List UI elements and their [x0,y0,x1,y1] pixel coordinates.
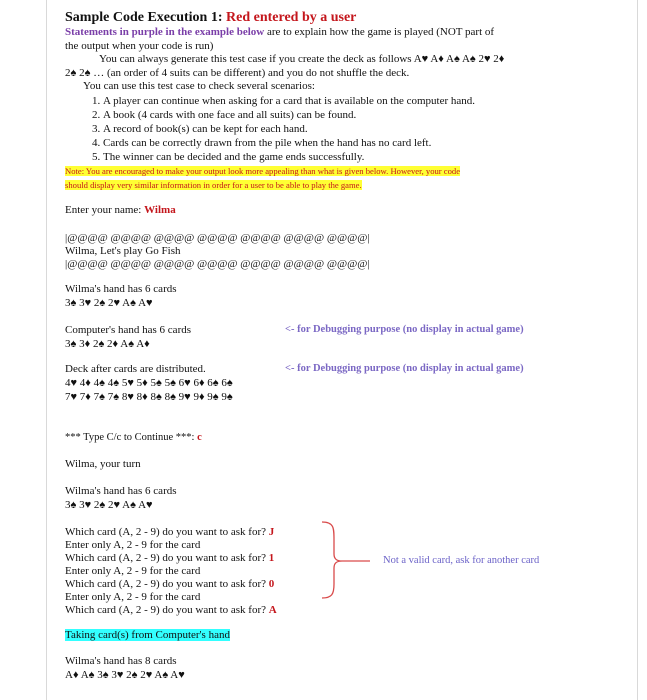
wilma-hand-6-cards: 3♠ 3♥ 2♠ 2♥ A♠ A♥ [65,297,153,309]
ask-answer: J [268,526,275,538]
wilma-hand-6-label: Wilma's hand has 6 cards [65,283,177,295]
taking-cards-line [65,629,230,641]
deck-line-1: 4♥ 4♦ 4♠ 4♠ 5♥ 5♦ 5♠ 5♠ 6♥ 6♦ 6♠ 6♠ [65,377,233,389]
enter-only-2: Enter only A, 2 - 9 for the card [65,565,201,577]
enter-only-3: Enter only A, 2 - 9 for the card [65,591,201,603]
scenario-item: 2. A book (4 cards with one face and all suits) can be found. [103,108,625,122]
ask-line-1 [65,526,274,538]
ask-answer: A [268,604,277,616]
wilma-hand-8-label: Wilma's hand has 8 cards [65,655,177,667]
title-prefix: Sample Code Execution 1: [65,10,226,25]
invalid-card-note: Not a valid card, ask for another card [383,555,540,566]
banner-bottom: |@@@@ @@@@ @@@@ @@@@ @@@@ @@@@ @@@@| [65,258,370,270]
wilma-hand-8-cards: A♦ A♠ 3♠ 3♥ 2♠ 2♥ A♠ A♥ [65,669,185,681]
continue-line [65,432,202,443]
ask-prompt: Which card (A, 2 - 9) do you want to ask for? [65,578,269,590]
deck-label: Deck after cards are distributed. [65,363,206,375]
ask-prompt: Which card (A, 2 - 9) do you want to ask for? [65,604,269,616]
ask-prompt: Which card (A, 2 - 9) do you want to ask for? [65,552,269,564]
greeting: Wilma, Let's play Go Fish [65,245,181,257]
intro-line-1 [65,26,625,40]
ask-line-4 [65,604,277,616]
note-block [65,165,625,192]
ask-answer: 1 [268,552,275,564]
debug-note-1: <- for Debugging purpose (no display in actual game) [285,324,524,335]
intro-line-2: the output when your code is run) [65,39,214,52]
scenario-item: 4. Cards can be correctly drawn from the pile when the hand has no card left. [103,136,625,150]
continue-value: c [197,432,202,443]
enter-name-line [65,204,176,216]
document-content [65,9,625,192]
taking-cards-text: Taking card(s) from Computer's hand [65,629,230,641]
ask-line-3 [65,578,274,590]
scenario-item: 1. A player can continue when asking for a card that is available on the computer hand. [103,94,625,108]
banner-top: |@@@@ @@@@ @@@@ @@@@ @@@@ @@@@ @@@@| [65,232,370,244]
para1-line1: You can always generate this test case if you create the deck as follows A♥ A♦ A♠ A♠ 2♥ 2♦ [99,53,505,66]
computer-hand-label: Computer's hand has 6 cards [65,324,192,336]
deck-line-2: 7♥ 7♦ 7♠ 7♠ 8♥ 8♦ 8♠ 8♠ 9♥ 9♦ 9♠ 9♠ [65,391,233,403]
note-line-2: should display very similar information in order for a user to be able to play the game. [65,179,362,190]
note-line-1: Note: You are encouraged to make your output look more appealing than what is given below. However, your code [65,165,461,176]
ask-prompt: Which card (A, 2 - 9) do you want to ask for? [65,526,269,538]
scenario-list [65,94,625,164]
computer-hand-cards: 3♠ 3♦ 2♠ 2♦ A♠ A♦ [65,338,150,350]
para2: You can use this test case to check several scenarios: [83,80,315,93]
title-highlight: Red entered by a user [226,10,357,25]
continue-prompt: *** Type C/c to Continue ***: [65,432,198,443]
intro-purple-text: Statements in purple in the example below [65,26,265,38]
enter-name-label: Enter your name: [65,204,145,216]
ask-answer: 0 [268,578,275,590]
enter-only-1: Enter only A, 2 - 9 for the card [65,539,201,551]
debug-note-2: <- for Debugging purpose (no display in actual game) [285,363,524,374]
page-title [65,9,625,26]
curly-brace-icon [320,520,372,600]
para1-line2: 2♠ 2♠ … (an order of 4 suits can be different) and you do not shuffle the deck. [65,66,410,79]
scenario-item: 3. A record of book(s) can be kept for each hand. [103,122,625,136]
turn-text: Wilma, your turn [65,458,141,470]
intro-rest-1: are to explain how the game is played (NOT part of [264,26,495,38]
enter-name-value: Wilma [144,204,176,216]
ask-line-2 [65,552,274,564]
wilma-hand-6-cards-2: 3♠ 3♥ 2♠ 2♥ A♠ A♥ [65,499,153,511]
wilma-hand-6-label-2: Wilma's hand has 6 cards [65,485,177,497]
document-page [46,0,638,700]
scenario-item: 5. The winner can be decided and the game ends successfully. [103,150,625,164]
